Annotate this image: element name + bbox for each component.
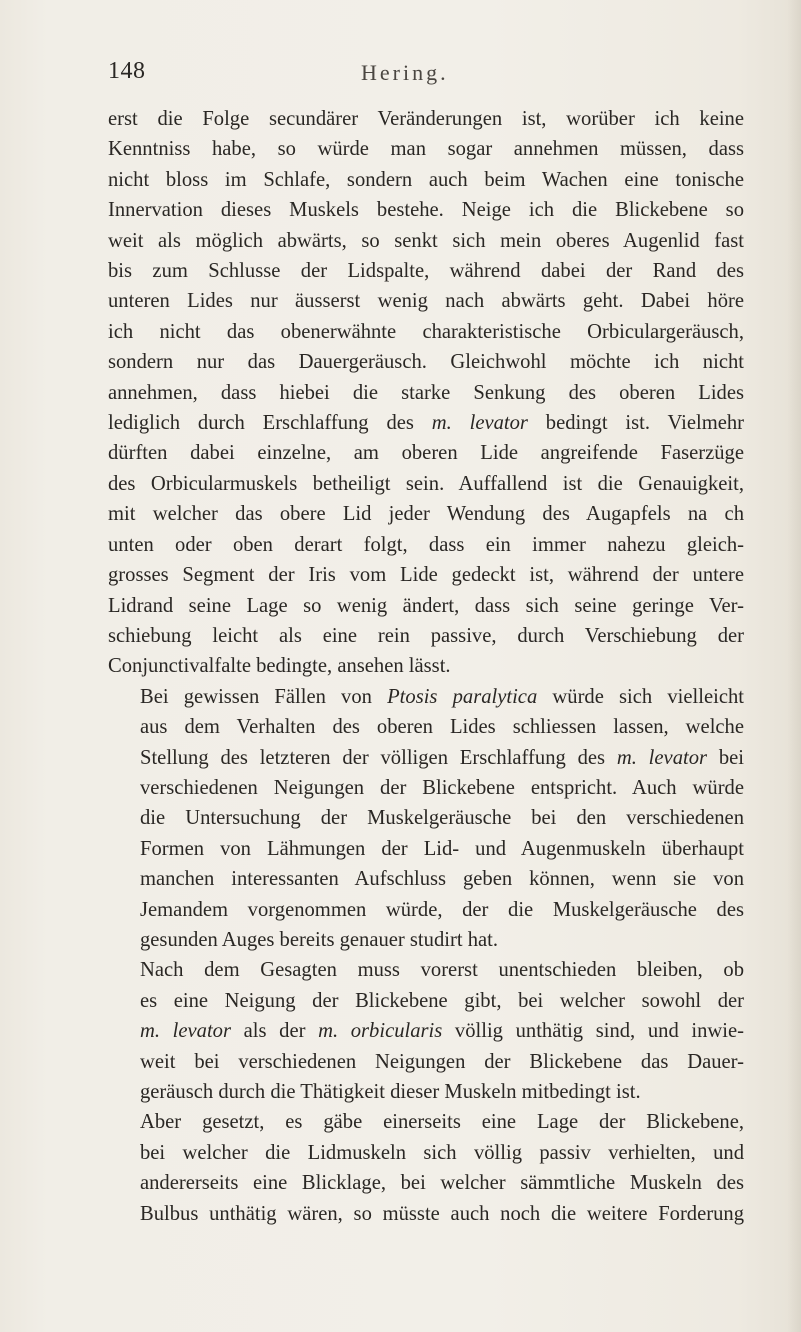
text-line: andererseits eine Blicklage, bei welcher sämmtliche Muskeln des	[140, 1172, 744, 1195]
text-line-mixed	[108, 743, 744, 773]
text-line: geräusch durch die Thätigkeit dieser Muskeln mitbedingt ist.	[140, 1081, 641, 1103]
text-line: manchen interessanten Aufschluss geben können, wenn sie von	[140, 868, 744, 891]
body-text	[108, 104, 744, 1229]
italic-term: m. levator	[140, 1020, 231, 1043]
text-line: grosses Segment der Iris vom Lide gedeckt ist, während der untere	[108, 564, 744, 587]
text-line: Kenntniss habe, so würde man sogar annehmen müssen, dass	[108, 138, 744, 161]
page-number: 148	[108, 58, 146, 84]
text-line: sondern nur das Dauergeräusch. Gleichwohl möchte ich nicht	[108, 351, 744, 374]
italic-term: Ptosis paralytica	[387, 685, 538, 708]
text-segment: lediglich durch Erschlaffung des	[108, 412, 432, 435]
text-line-mixed	[108, 1016, 744, 1046]
text-line: dürften dabei einzelne, am oberen Lide angreifende Faserzüge	[108, 442, 744, 465]
text-line: mit welcher das obere Lid jeder Wendung des Augapfels na ch	[108, 503, 744, 526]
text-segment: bedingt ist. Vielmehr	[527, 412, 745, 435]
paragraph-3	[108, 955, 744, 1107]
text-line-mixed	[108, 408, 744, 438]
text-line: Jemandem vorgenommen würde, der die Muskelgeräusche des	[140, 898, 744, 921]
text-line: unteren Lides nur äusserst wenig nach abwärts geht. Dabei höre	[108, 290, 744, 313]
text-line: Conjunctivalfalte bedingte, ansehen lässt.	[108, 655, 451, 678]
italic-term: m. orbicularis	[318, 1020, 443, 1043]
text-segment: würde sich vielleicht	[537, 685, 744, 708]
text-line: annehmen, dass hiebei die starke Senkung des oberen Lides	[108, 381, 744, 404]
text-segment: bei	[707, 746, 744, 769]
text-line: verschiedenen Neigungen der Blickebene entspricht. Auch würde	[140, 776, 744, 799]
text-line: die Untersuchung der Muskelgeräusche bei den verschiedenen	[140, 807, 744, 830]
text-segment: Bei gewissen Fällen von	[140, 685, 388, 708]
text-line: bei welcher die Lidmuskeln sich völlig passiv verhielten, und	[140, 1141, 744, 1164]
text-line: Bulbus unthätig wären, so müsste auch noch die weitere Forderung	[140, 1202, 744, 1225]
text-line: ich nicht das obenerwähnte charakteristische Orbiculargeräusch,	[108, 320, 744, 343]
running-head: Hering.	[361, 60, 449, 85]
text-line: Innervation dieses Muskels bestehe. Neige ich die Blickebene so	[108, 199, 744, 222]
paragraph-4	[108, 1107, 744, 1229]
text-line: weit als möglich abwärts, so senkt sich mein oberes Augenlid fast	[108, 229, 744, 252]
paragraph-2	[108, 682, 744, 956]
text-segment: als der	[231, 1020, 319, 1043]
text-line: bis zum Schlusse der Lidspalte, während dabei der Rand des	[108, 260, 744, 283]
text-line-mixed	[108, 682, 744, 712]
text-line: Lidrand seine Lage so wenig ändert, dass sich seine geringe Ver-	[108, 594, 744, 617]
text-line: schiebung leicht als eine rein passive, durch Verschiebung der	[108, 624, 744, 647]
text-line: nicht bloss im Schlafe, sondern auch beim Wachen eine tonische	[108, 168, 744, 191]
text-line: gesunden Auges bereits genauer studirt hat.	[140, 928, 499, 951]
page-edge-shadow	[787, 0, 801, 1332]
text-segment: Stellung des letzteren der völligen Erschlaffung des	[140, 746, 617, 769]
text-line: es eine Neigung der Blickebene gibt, bei welcher sowohl der	[140, 989, 744, 1012]
italic-term: m. levator	[616, 746, 708, 769]
page-header	[108, 58, 748, 92]
text-line: weit bei verschiedenen Neigungen der Blickebene das Dauer-	[140, 1050, 744, 1073]
text-line: des Orbicularmuskels betheiligt sein. Auffallend ist die Genauigkeit,	[108, 472, 744, 495]
text-line: Nach dem Gesagten muss vorerst unentschieden bleiben, ob	[140, 959, 744, 982]
text-segment: völlig unthätig sind, und inwie-	[442, 1020, 744, 1043]
text-line: aus dem Verhalten des oberen Lides schliessen lassen, welche	[140, 716, 744, 739]
italic-term: m. levator	[431, 412, 528, 435]
paragraph-1	[108, 104, 744, 682]
text-line: unten oder oben derart folgt, dass ein immer nahezu gleich-	[108, 533, 744, 556]
text-line: Aber gesetzt, es gäbe einerseits eine Lage der Blickebene,	[140, 1111, 744, 1134]
text-line: erst die Folge secundärer Veränderungen ist, worüber ich keine	[108, 108, 744, 130]
text-line: Formen von Lähmungen der Lid- und Augenmuskeln überhaupt	[140, 837, 744, 860]
